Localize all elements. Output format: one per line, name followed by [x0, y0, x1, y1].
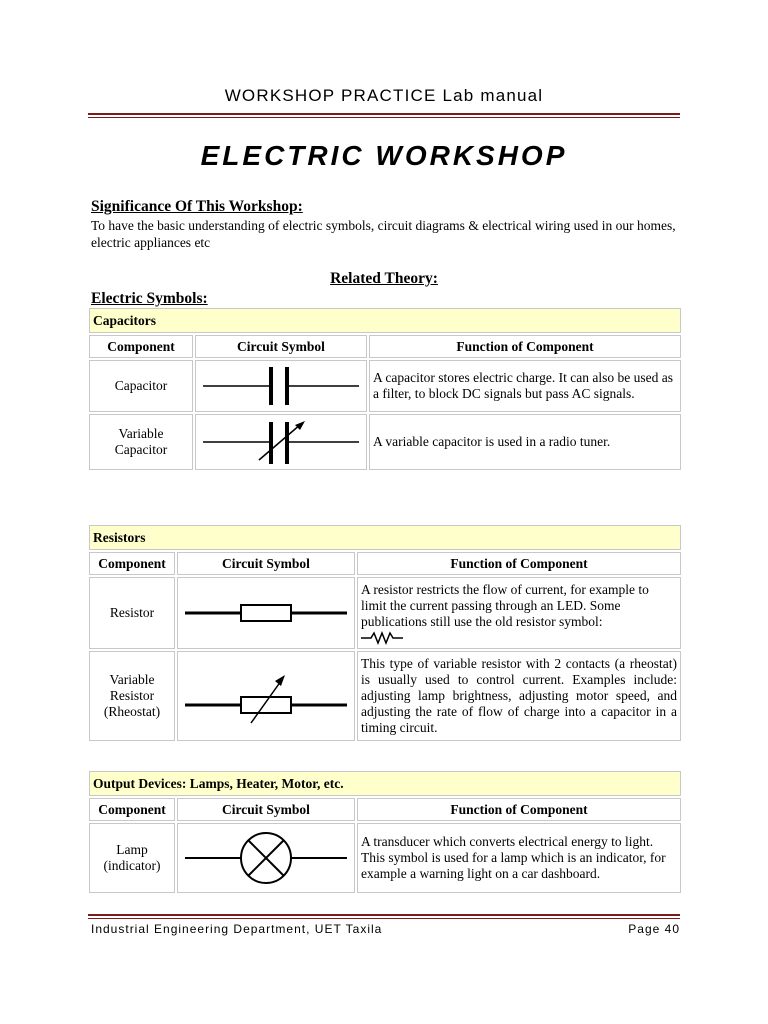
electric-symbols-heading: Electric Symbols:	[91, 290, 208, 307]
column-header-component: Component	[89, 335, 193, 358]
component-name: Capacitor	[89, 360, 193, 412]
column-header-symbol: Circuit Symbol	[177, 552, 355, 575]
component-name: Resistor	[89, 577, 175, 649]
table-caption: Capacitors	[89, 308, 681, 333]
header-rule-thin	[88, 117, 680, 118]
footer-rule-thin	[88, 918, 680, 919]
output-devices-table	[87, 769, 683, 895]
column-header-symbol: Circuit Symbol	[195, 335, 367, 358]
capacitor-symbol	[195, 360, 367, 412]
old-resistor-symbol	[361, 631, 403, 645]
component-function: A capacitor stores electric charge. It can also be used as a filter, to block DC signals but pass AC signals.	[369, 360, 681, 412]
related-theory-heading: Related Theory:	[330, 270, 438, 287]
manual-header: WORKSHOP PRACTICE Lab manual	[224, 86, 544, 105]
column-header-symbol: Circuit Symbol	[177, 798, 355, 821]
function-text: A resistor restricts the flow of current, for example to limit the current passing through an LED. Some publications still use the old resistor symbol:	[361, 581, 649, 629]
resistor-symbol	[177, 577, 355, 649]
significance-text: To have the basic understanding of electric symbols, circuit diagrams & electrical wiring used in our homes, electric appliances etc	[91, 218, 676, 250]
component-function: A transducer which converts electrical energy to light. This symbol is used for a lamp which is an indicator, for example a warning light on a car dashboard.	[357, 823, 681, 893]
resistors-table	[87, 523, 683, 743]
column-header-function: Function of Component	[369, 335, 681, 358]
page-number: Page 40	[628, 922, 680, 936]
lamp-symbol	[177, 823, 355, 893]
page-title: ELECTRIC WORKSHOP	[200, 140, 568, 171]
header-rule	[88, 113, 680, 115]
significance-heading: Significance Of This Workshop:	[91, 198, 303, 215]
capacitors-table	[87, 306, 683, 472]
variable-capacitor-symbol	[195, 414, 367, 470]
column-header-component: Component	[89, 798, 175, 821]
component-name: Variable Resistor (Rheostat)	[89, 651, 175, 741]
component-name: Lamp (indicator)	[89, 823, 175, 893]
table-caption: Resistors	[89, 525, 681, 550]
component-function: A variable capacitor is used in a radio tuner.	[369, 414, 681, 470]
column-header-function: Function of Component	[357, 552, 681, 575]
footer-rule	[88, 914, 680, 916]
rheostat-symbol	[177, 651, 355, 741]
column-header-component: Component	[89, 552, 175, 575]
column-header-function: Function of Component	[357, 798, 681, 821]
table-caption: Output Devices: Lamps, Heater, Motor, etc.	[89, 771, 681, 796]
component-name: Variable Capacitor	[89, 414, 193, 470]
footer-department: Industrial Engineering Department, UET Taxila	[91, 922, 383, 936]
component-function: This type of variable resistor with 2 contacts (a rheostat) is usually used to control current. Examples include: adjusting lamp brightness, adjusting motor speed, and adjusting the rate of flow of charge into a capacitor in a timing circuit.	[357, 651, 681, 741]
component-function	[357, 577, 681, 649]
